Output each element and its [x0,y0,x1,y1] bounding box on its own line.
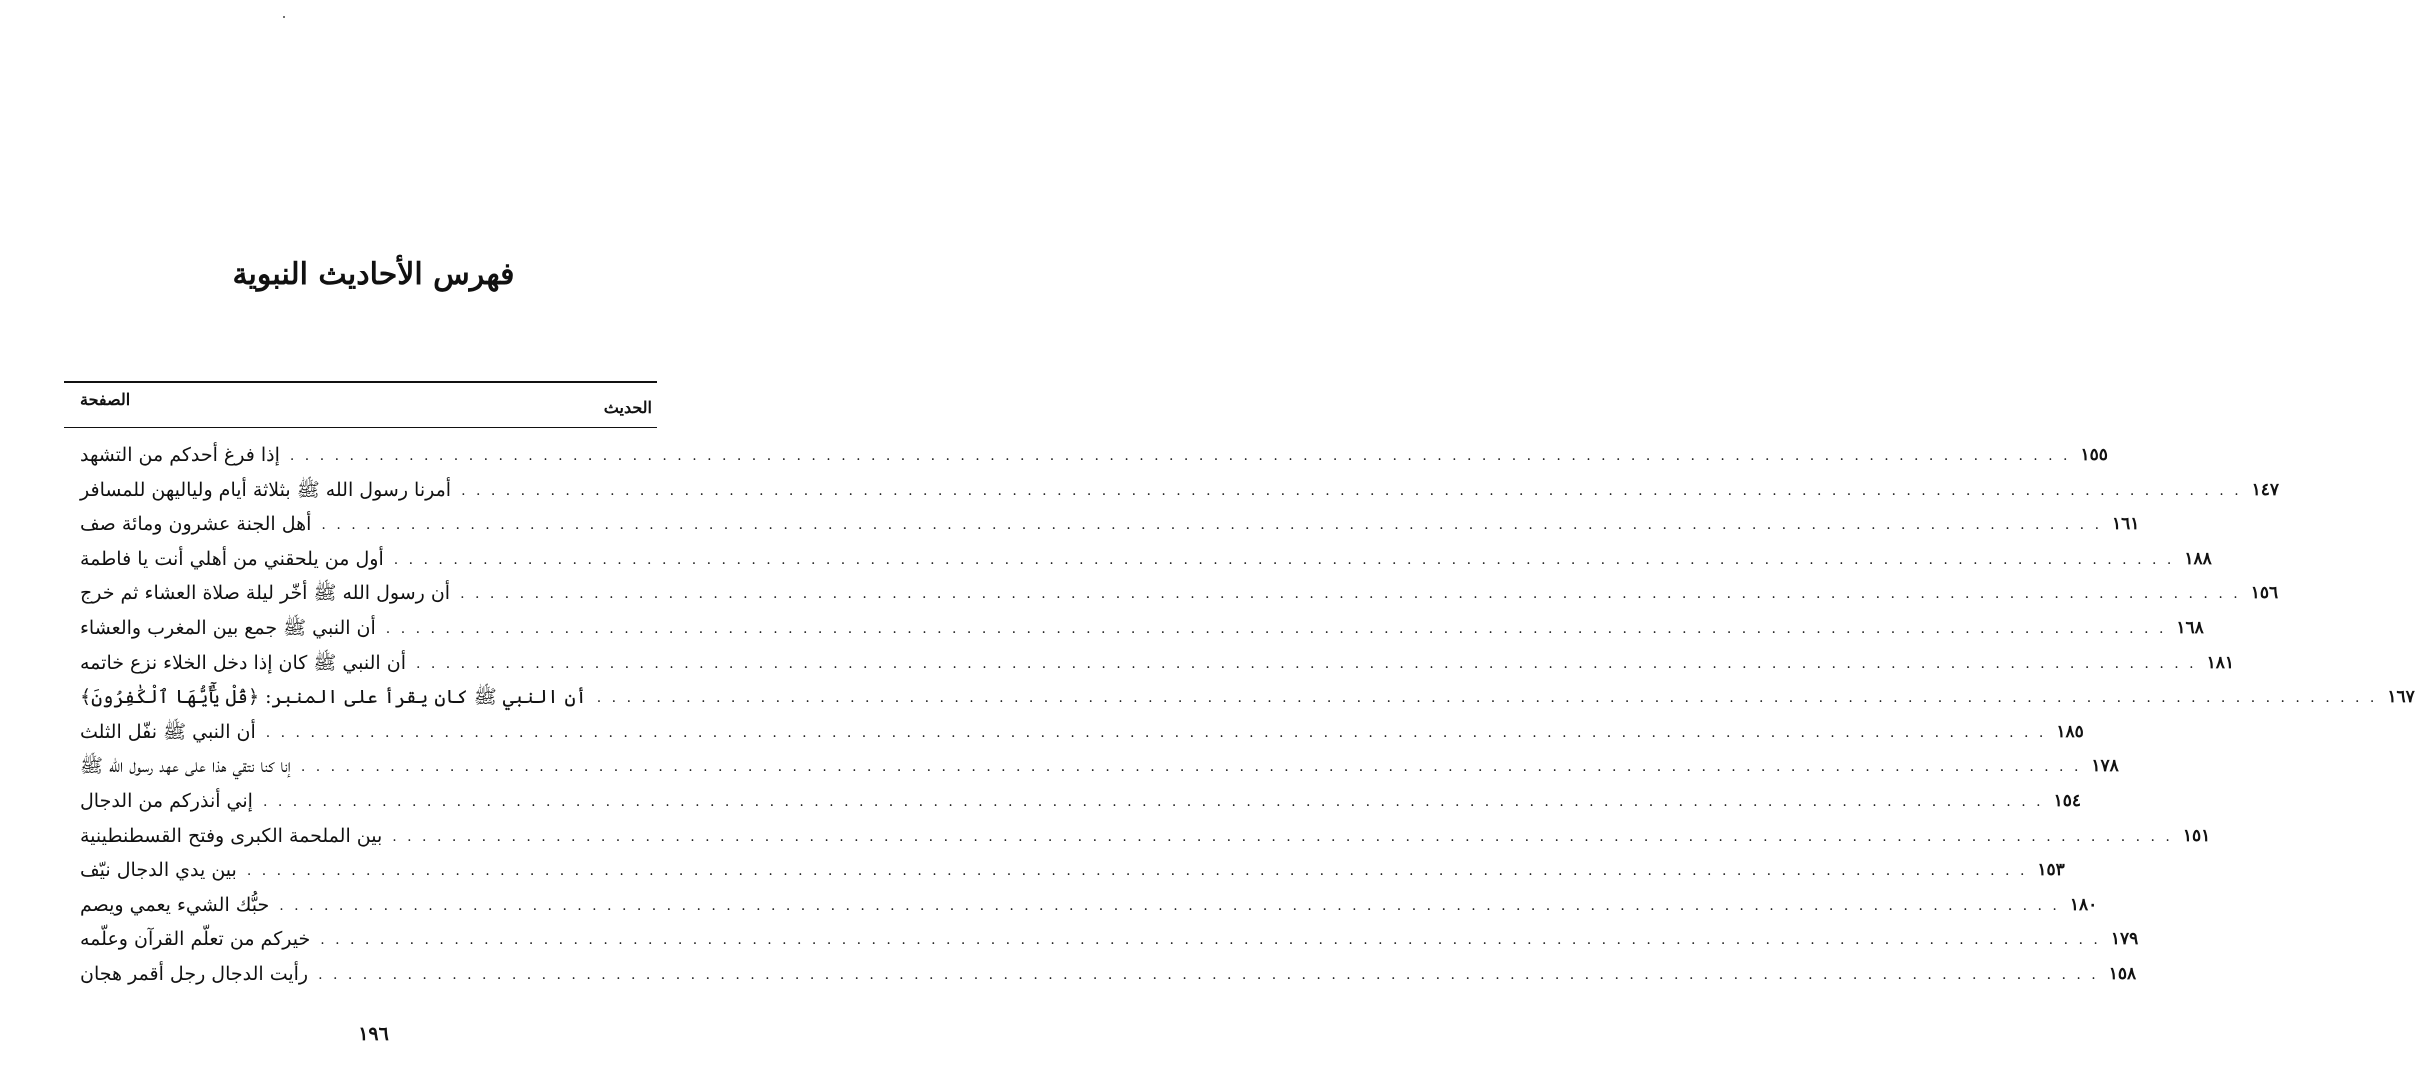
dot-leader: . . . . . . . . . . . . . . . . . . . . . . . . . . . . . . . . . . . . . . . . . . . . . . . . . . . . . . . . . . . . . . . . . . . . . . . . . . . . . . . . . . . . . . . . . . . . . . . . . . . . . . . . . . . . . . . . . . . . . . . . [392,828,2173,845]
index-row [80,576,2279,608]
page-ref: ١٨١ [2206,652,2234,673]
hadith-text: أول من يلحقني من أهلي أنت يا فاطمة [80,547,384,570]
dot-leader: . . . . . . . . . . . . . . . . . . . . . . . . . . . . . . . . . . . . . . . . . . . . . . . . . . . . . . . . . . . . . . . . . . . . . . . . . . . . . . . . . . . . . . . . . . . . . . . . . . . . . . . . . . . . . . . . . . . . . . . . [300,759,2082,776]
hadith-text: أن رسول الله ﷺ أخّر ليلة صلاة العشاء ثم خرج [80,582,451,605]
page-ref: ١٦٨ [2176,618,2204,638]
hadith-text: أن النبي ﷺ كان إذا دخل الخلاء نزع خاتمه [80,651,406,674]
page-ref: ١٥٤ [2053,791,2081,811]
page-ref: ١٨٠ [2069,894,2098,915]
index-row [80,438,2108,470]
page-ref: ١٥٥ [2080,445,2108,465]
page-ref: ١٨٨ [2184,548,2212,569]
index-row [80,922,2139,954]
page-ref: ١٦٧ [2387,687,2415,708]
index-row [80,957,2137,989]
column-header-page: الصفحة [80,390,131,409]
index-row [80,611,2204,643]
scan-speck [283,16,285,18]
index-row [80,646,2234,678]
hadith-text: خيركم من تعلّم القرآن وعلّمه [80,928,311,951]
dot-leader: . . . . . . . . . . . . . . . . . . . . . . . . . . . . . . . . . . . . . . . . . . . . . . . . . . . . . . . . . . . . . . . . . . . . . . . . . . . . . . . . . . . . . . . . . . . . . . . . . . . . . . . . . . . . . . . . . . . . . . . . [289,448,2071,464]
page-ref: ١٧٩ [2110,929,2139,950]
hadith-text: أن النبي ﷺ جمع بين المغرب والعشاء [80,617,376,639]
index-row [80,749,2119,781]
column-header-hadith: الحديث [603,398,652,417]
dot-leader: . . . . . . . . . . . . . . . . . . . . . . . . . . . . . . . . . . . . . . . . . . . . . . . . . . . . . . . . . . . . . . . . . . . . . . . . . . . . . . . . . . . . . . . . . . . . . . . . . . . . . . . . . . . . . . . . . . . . . . . . [321,517,2103,534]
page-ref: ١٥٨ [2108,964,2137,984]
table-top-rule [64,381,657,383]
index-row [80,819,2211,851]
hadith-text: إني أنذركم من الدجال [80,790,253,812]
page-ref: ١٦١ [2112,514,2140,535]
page-ref: ١٥١ [2182,825,2211,846]
page-ref: ١٤٧ [2251,479,2280,500]
index-row [80,473,2280,505]
hadith-text: إنا كنا نتقي هذا على عهد رسول الله ﷺ [80,755,291,778]
dot-leader: . . . . . . . . . . . . . . . . . . . . . . . . . . . . . . . . . . . . . . . . . . . . . . . . . . . . . . . . . . . . . . . . . . . . . . . . . . . . . . . . . . . . . . . . . . . . . . . . . . . . . . . . . . . . . . . . . . . . . . . . [279,897,2060,914]
dot-leader: . . . . . . . . . . . . . . . . . . . . . . . . . . . . . . . . . . . . . . . . . . . . . . . . . . . . . . . . . . . . . . . . . . . . . . . . . . . . . . . . . . . . . . . . . . . . . . . . . . . . . . . . . . . . . . . . . . . . . . . . [318,967,2099,983]
hadith-text: أمرنا رسول الله ﷺ بثلاثة أيام ولياليهن للمسافر [80,478,452,501]
hadith-text: أن النبي ﷺ نفّل الثلث [80,720,256,743]
dot-leader: . . . . . . . . . . . . . . . . . . . . . . . . . . . . . . . . . . . . . . . . . . . . . . . . . . . . . . . . . . . . . . . . . . . . . . . . . . . . . . . . . . . . . . . . . . . . . . . . . . . . . . . . . . . . . . . . . . . . . . . . [246,863,2028,880]
page-ref: ١٧٨ [2091,756,2119,777]
hadith-text: بين يدي الدجال نيّف [80,859,237,882]
dot-leader: . . . . . . . . . . . . . . . . . . . . . . . . . . . . . . . . . . . . . . . . . . . . . . . . . . . . . . . . . . . . . . . . . . . . . . . . . . . . . . . . . . . . . . . . . . . . . . . . . . . . . . . . . . . . . . . . . . . . . . . . [385,621,2167,637]
dot-leader: . . . . . . . . . . . . . . . . . . . . . . . . . . . . . . . . . . . . . . . . . . . . . . . . . . . . . . . . . . . . . . . . . . . . . . . . . . . . . . . . . . . . . . . . . . . . . . . . . . . . . . . . . . . . . . . . . . . . . . . . [460,586,2241,603]
dot-leader: . . . . . . . . . . . . . . . . . . . . . . . . . . . . . . . . . . . . . . . . . . . . . . . . . . . . . . . . . . . . . . . . . . . . . . . . . . . . . . . . . . . . . . . . . . . . . . . . . . . . . . . . . . . . . . . . . . . . . . . . [415,655,2197,672]
dot-leader: . . . . . . . . . . . . . . . . . . . . . . . . . . . . . . . . . . . . . . . . . . . . . . . . . . . . . . . . . . . . . . . . . . . . . . . . . . . . . . . . . . . . . . . . . . . . . . . . . . . . . . . . . . . . . . . . . . . . . . . . [265,724,2047,741]
hadith-text: أهل الجنة عشرون ومائة صف [80,513,312,536]
dot-leader: . . . . . . . . . . . . . . . . . . . . . . . . . . . . . . . . . . . . . . . . . . . . . . . . . . . . . . . . . . . . . . . . . . . . . . . . . . . . . . . . . . . . . . . . . . . . . . . . . . . . . . . . . . . . . . . . . . . . . . . . [393,551,2175,568]
index-row [80,507,2140,539]
index-row [80,542,2212,574]
page-title: فهرس الأحاديث النبوية [232,257,515,292]
index-row [80,888,2098,920]
index-row [80,853,2065,885]
dot-leader: . . . . . . . . . . . . . . . . . . . . . . . . . . . . . . . . . . . . . . . . . . . . . . . . . . . . . . . . . . . . . . . . . . . . . . . . . . . . . . . . . . . . . . . . . . . . . . . . . . . . . . . . . . . . . . . . . . . . . . . . [320,932,2101,949]
hadith-text: بين الملحمة الكبرى وفتح القسطنطينية [80,824,383,847]
index-row [80,715,2084,747]
page-ref: ١٥٦ [2250,583,2279,604]
hadith-text: حبُّك الشيء يعمي ويصم [80,893,270,916]
page-number: ١٩٦ [358,1023,389,1045]
dot-leader: . . . . . . . . . . . . . . . . . . . . . . . . . . . . . . . . . . . . . . . . . . . . . . . . . . . . . . . . . . . . . . . . . . . . . . . . . . . . . . . . . . . . . . . . . . . . . . . . . . . . . . . . . . . . . . . . . . . . . . . . [262,794,2044,810]
page-ref: ١٨٥ [2056,721,2084,742]
dot-leader: . . . . . . . . . . . . . . . . . . . . . . . . . . . . . . . . . . . . . . . . . . . . . . . . . . . . . . . . . . . . . . . . . . . . . . . . . . . . . . . . . . . . . . . . . . . . . . . . . . . . . . . . . . . . . . . . . . . . . . . . [461,482,2242,499]
page-ref: ١٥٣ [2037,860,2065,881]
hadith-text: رأيت الدجال رجل أقمر هجان [80,963,309,985]
hadith-text: إذا فرغ أحدكم من التشهد [80,444,280,466]
dot-leader: . . . . . . . . . . . . . . . . . . . . . . . . . . . . . . . . . . . . . . . . . . . . . . . . . . . . . . . . . . . . . . . . . . . . . . . . . . . . . . . . . . . . . . . . . . . . . . . . . . . . . . . . . . . . . . . . . . . . . . . . [596,690,2378,707]
index-row [80,680,2415,712]
index-row [80,784,2081,816]
hadith-text: أن النبي ﷺ كان يقرأ على المنبر: ﴿قُلْ يَٰٓأَيُّهَا ٱلْكَٰفِرُونَ﴾ [80,686,587,709]
table-header-rule [64,427,657,428]
